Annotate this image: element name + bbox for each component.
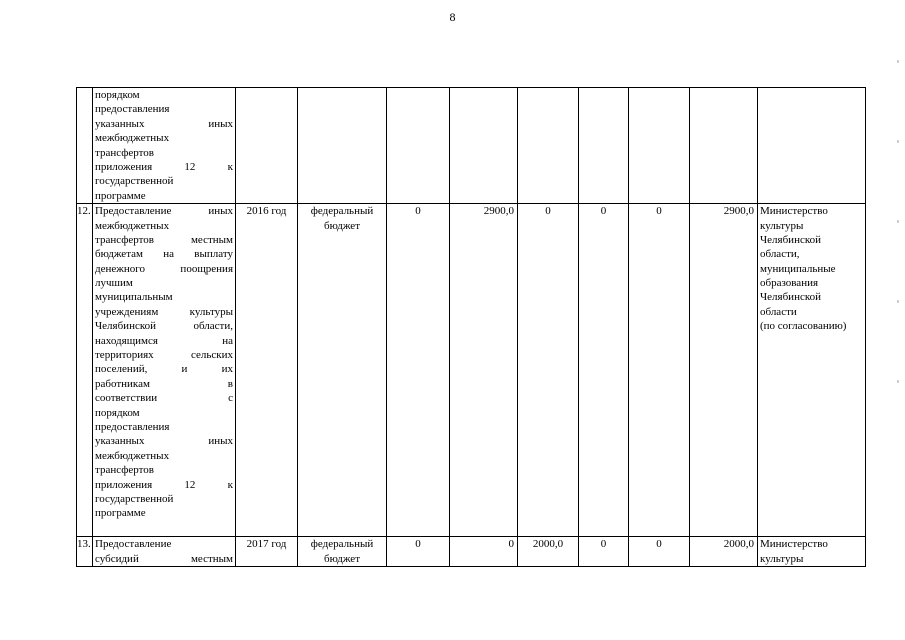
- text-line: указанных иных: [95, 435, 233, 448]
- total-cell: 2900,0: [690, 204, 758, 537]
- text-line: межбюджетных: [95, 219, 170, 232]
- text-line: порядком: [95, 406, 140, 419]
- value-cell-2: 0: [450, 537, 518, 567]
- text-line: государственной: [95, 175, 174, 188]
- text-line: поселений, и их: [95, 363, 233, 376]
- value-cell-5: 0: [629, 537, 690, 567]
- value-cell-4: 0: [579, 204, 629, 537]
- text-line: субсидий местным: [95, 552, 233, 565]
- text-line: учреждениям культуры: [95, 305, 233, 318]
- text-line: трансфертов: [95, 146, 154, 159]
- table-row: [77, 88, 866, 204]
- value-cell-2: 2900,0: [450, 204, 518, 537]
- value-cell-3: 2000,0: [518, 537, 579, 567]
- text-line: Предоставление: [95, 538, 172, 551]
- text-line: находящимся на: [95, 334, 233, 347]
- text-line: приложения 12 к: [95, 160, 233, 173]
- value-cell-2: [450, 88, 518, 204]
- table-row: [77, 537, 866, 567]
- total-cell: 2000,0: [690, 537, 758, 567]
- text-line: лучшим: [95, 277, 133, 290]
- text-line: образования: [760, 277, 819, 290]
- value-cell-5: [629, 88, 690, 204]
- value-cell-3: 0: [518, 204, 579, 537]
- program-table: [76, 87, 866, 567]
- year-cell: 2017 год: [236, 537, 298, 567]
- text-line: порядком: [95, 89, 140, 101]
- value-cell-1: 0: [387, 537, 450, 567]
- value-cell-1: 0: [387, 204, 450, 537]
- value-cell-5: 0: [629, 204, 690, 537]
- funding-source-cell: федеральный бюджет: [298, 204, 387, 537]
- text-line: Челябинской: [760, 233, 822, 246]
- scan-margin-marks: [895, 40, 901, 400]
- table-row: [77, 204, 866, 537]
- funding-source-cell: [298, 88, 387, 204]
- text-line: Министерство: [760, 205, 828, 218]
- text-line: указанных иных: [95, 117, 233, 130]
- value-cell-3: [518, 88, 579, 204]
- page-number: 8: [449, 10, 456, 24]
- text-line: предоставления: [95, 103, 170, 116]
- text-line: Министерство: [760, 538, 828, 551]
- measure-description: [93, 204, 236, 537]
- executor-cell: [758, 537, 866, 567]
- value-cell-4: 0: [579, 537, 629, 567]
- measure-description: [93, 88, 236, 204]
- row-number: [77, 88, 93, 204]
- row-number: 12.: [77, 204, 93, 537]
- text-line: территориях сельских: [95, 349, 233, 362]
- text-line: трансфертов: [95, 464, 154, 477]
- text-line: межбюджетных: [95, 132, 170, 145]
- text-line: области: [760, 305, 797, 318]
- text-line: области,: [760, 248, 800, 261]
- text-line: трансфертов местным: [95, 233, 233, 246]
- text-line: культуры: [760, 552, 804, 565]
- total-cell: [690, 88, 758, 204]
- text-line: денежного поощрения: [95, 262, 233, 275]
- text-line: Челябинской области,: [95, 320, 233, 333]
- year-cell: [236, 88, 298, 204]
- funding-source-cell: федеральный бюджет: [298, 537, 387, 567]
- value-cell-4: [579, 88, 629, 204]
- text-line: межбюджетных: [95, 449, 170, 462]
- text-line: работникам в: [95, 377, 233, 390]
- text-line: (по согласованию): [760, 320, 847, 333]
- text-line: приложения 12 к: [95, 478, 233, 491]
- text-line: культуры: [760, 219, 804, 232]
- executor-cell: [758, 204, 866, 537]
- executor-cell: [758, 88, 866, 204]
- text-line: муниципальным: [95, 291, 173, 304]
- measure-description: [93, 537, 236, 567]
- text-line: предоставления: [95, 420, 170, 433]
- text-line: программе: [95, 507, 146, 520]
- year-cell: 2016 год: [236, 204, 298, 537]
- text-line: Предоставление иных: [95, 205, 233, 218]
- value-cell-1: [387, 88, 450, 204]
- text-line: государственной: [95, 492, 174, 505]
- row-number: 13.: [77, 537, 93, 567]
- text-line: программе: [95, 189, 146, 202]
- text-line: муниципальные: [760, 262, 836, 275]
- text-line: Челябинской: [760, 291, 822, 304]
- text-line: бюджетам на выплату: [95, 248, 233, 261]
- text-line: соответствии с: [95, 392, 233, 405]
